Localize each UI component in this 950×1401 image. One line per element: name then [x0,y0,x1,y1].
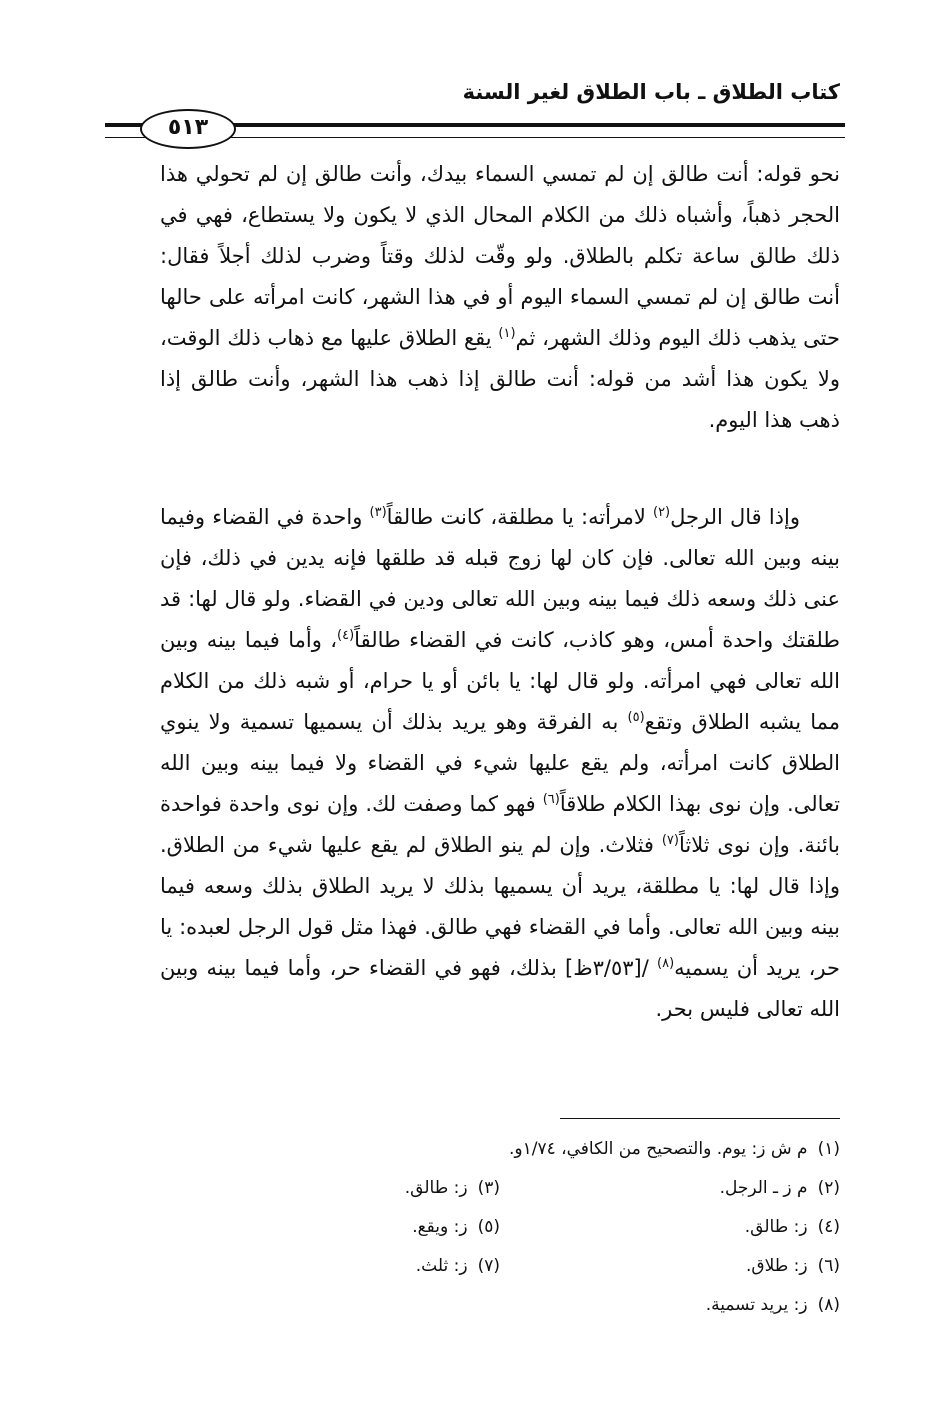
footnote-6 [500,1247,840,1286]
footnote-number: (٦) [817,1256,840,1276]
paragraph-2-text-e: به الفرقة وهو يريد بذلك أن يسميها تسمية ولا ينوي الطلاق كانت امرأته، ولم يقع عليها شيء في القضاء ولا فيما بينه وبين الله تعالى. وإن نوى بهذا الكلام طلاقاً [160,710,841,816]
paragraph-2-text-b: لامرأته: يا مطلقة، كانت طالقاً [386,505,653,529]
footnote-row [160,1169,840,1208]
footnote-ref-6: (٦) [542,792,560,807]
paragraph-1-text-a: نحو قوله: أنت طالق إن لم تمسي السماء بيدك، وأنت طالق إن لم تحولي هذا الحجر ذهباً، وأشباه ذلك من الكلام المحال الذي لا يكون ولا يستطاع، فهي في ذلك طالق ساعة تكلم بالطلاق. ولو وقّت لذلك وقتاً وضرب لذلك أجلاً فقال: أنت طالق إن لم تمسي السماء اليوم أو في هذا الشهر، كانت امرأته على حالها حتى يذهب ذلك اليوم وذلك الشهر، ثم [160,162,840,350]
footnote-row [160,1286,840,1325]
footnote-number: (٧) [477,1256,500,1276]
footnote-text: ز: طالق. [404,1178,468,1198]
footnote-number: (٤) [817,1217,840,1237]
footnote-number: (١) [817,1139,840,1159]
footnote-rule [560,1118,840,1119]
running-title: كتاب الطلاق ـ باب الطلاق لغير السنة [462,80,840,104]
footnote-ref-2: (٢) [652,505,671,520]
paragraph-2-text-a: وإذا قال الرجل [670,505,800,529]
paragraph-2-text-d: ، وأما فيما بينه وبين الله تعالى فهي امرأته. ولو قال لها: يا بائن أو يا حرام، أو شبه ذلك من الكلام مما يشبه الطلاق وتقع [160,628,841,734]
footnote-3 [160,1169,500,1208]
paragraph-1 [160,154,840,441]
footnote-ref-1: (١) [498,326,516,341]
footnote-text: ز: ثلث. [415,1256,468,1276]
footnotes [160,1130,840,1325]
footnote-2 [500,1169,840,1208]
footnote-text: ز: ويقع. [412,1217,468,1237]
footnote-text: ز: يريد تسمية. [705,1295,808,1315]
footnote-text: م ز ـ الرجل. [719,1178,808,1198]
footnote-number: (٥) [477,1217,500,1237]
paragraph-2 [160,497,840,1030]
paragraph-2-text-g: فثلاث. وإن لم ينو الطلاق لم يقع عليها شيء من الطلاق. وإذا قال لها: يا مطلقة، يريد أن يسميها بذلك لا يريد الطلاق بذلك وسعه فيما بينه وبين الله تعالى. وأما في القضاء فهي طالق. فهذا مثل قول الرجل لعبده: يا حر، يريد أن يسميه [160,833,841,980]
paragraph-2-text-h: /[٣/٥٣ظ] بذلك، فهو في القضاء حر، وأما فيما بينه وبين الله تعالى فليس بحر. [160,956,840,1021]
footnote-4 [500,1208,840,1247]
footnote-ref-3: (٣) [369,505,387,520]
footnote-row [160,1208,840,1247]
page-number: ٥١٣ [140,109,236,149]
footnote-5 [160,1208,500,1247]
paragraph-1-text-b: يقع الطلاق عليها مع ذهاب ذلك الوقت، ولا يكون هذا أشد من قوله: أنت طالق إذا ذهب هذا الشهر، وأنت طالق إذا ذهب هذا اليوم. [160,326,840,432]
footnote-7 [160,1247,500,1286]
footnote-ref-8: (٨) [657,956,675,971]
footnote-ref-7: (٧) [661,833,679,848]
footnote-text: ز: طالق. [744,1217,808,1237]
footnote-row [160,1247,840,1286]
paragraph-2-text-c: واحدة في القضاء وفيما بينه وبين الله تعالى. فإن كان لها زوج قبله قد طلقها فإنه يدين في ذلك، فإن عنى ذلك وسعه ذلك فيما بينه وبين الله تعالى ودين في القضاء. ولو قال لها: قد طلقتك واحدة أمس، وهو كاذب، كانت في القضاء طالقاً [160,505,840,652]
footnote-ref-5: (٥) [627,710,645,725]
paragraph-2-text-f: فهو كما وصفت لك. وإن نوى واحدة فواحدة بائنة. وإن نوى ثلاثاً [160,792,841,857]
footnote-row [160,1130,840,1169]
footnote-number: (٨) [817,1295,840,1315]
footnote-number: (٢) [817,1178,840,1198]
footnote-text: ز: طلاق. [745,1256,808,1276]
footnote-1 [470,1130,840,1169]
footnote-text: م ش ز: يوم. والتصحيح من الكافي، ١/٧٤و. [508,1139,808,1159]
footnote-8 [470,1286,840,1325]
footnote-ref-4: (٤) [337,628,355,643]
footnote-number: (٣) [477,1178,500,1198]
